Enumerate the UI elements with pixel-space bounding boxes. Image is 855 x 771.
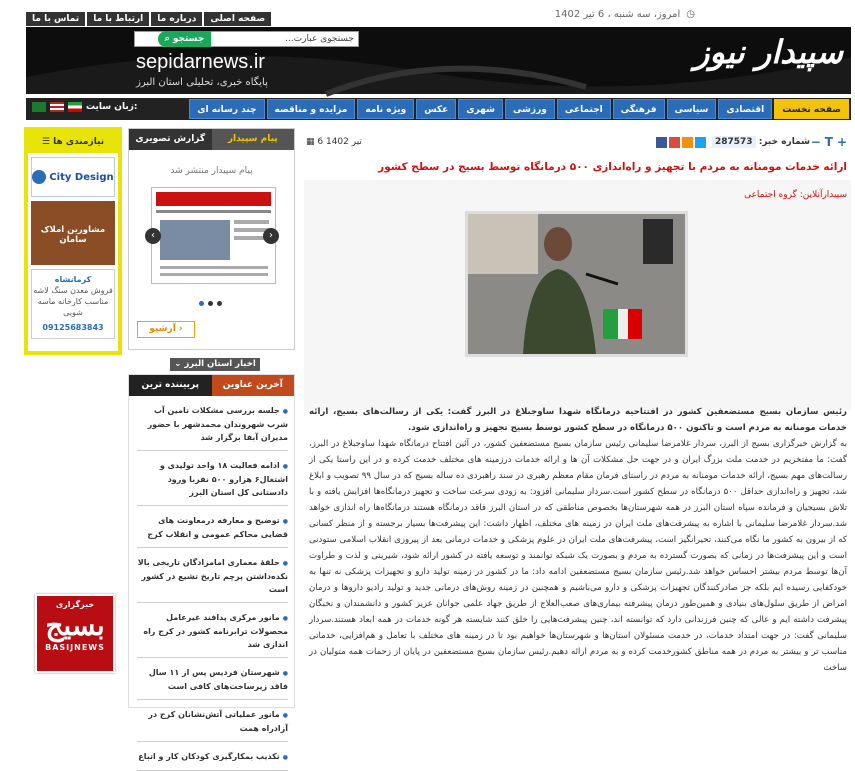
news-number-value: 287573 xyxy=(712,136,756,148)
nav-item-social[interactable]: اجتماعی xyxy=(557,99,611,119)
nav-item-multimedia[interactable]: چند رسانه ای xyxy=(189,99,264,119)
top-links xyxy=(26,12,271,26)
ad3-phone: 09125683843 xyxy=(42,323,104,332)
clock-icon: ◷ xyxy=(686,9,695,20)
nav-item-urban[interactable]: شهری xyxy=(458,99,503,119)
province-news-toggle[interactable] xyxy=(170,358,260,371)
speaker-photo-illustration xyxy=(468,214,685,354)
calendar-icon: ▦ xyxy=(306,137,318,147)
basij-logo-top: خبرگزاری xyxy=(55,600,95,609)
top-link-connect[interactable]: ارتباط با ما xyxy=(87,12,149,26)
newspaper-cover-illustration xyxy=(152,188,275,283)
tab-most-viewed[interactable]: پربیننده ترین xyxy=(129,375,212,396)
list-item[interactable]: ● شهرستان فردیس پس از ۱۱ سال فاقد زیرساخت‌های کافی است xyxy=(137,662,288,700)
article-tools xyxy=(811,135,847,149)
classifieds-box xyxy=(24,127,122,355)
newspaper-widget xyxy=(128,128,295,350)
ad-stone-mine[interactable] xyxy=(31,269,115,339)
site-logo[interactable]: سپیدار نیوز xyxy=(694,33,843,71)
list-item[interactable]: ● مانور مرکزی پدافند غیرعامل محصولات ترابرنامه کشور در کرج راه اندازی شد xyxy=(137,607,288,658)
news-number-label: شماره خبر: xyxy=(758,137,810,147)
basij-logo-main: بسیج xyxy=(45,609,105,642)
classifieds-icon: ☰ xyxy=(41,137,54,147)
share-icons xyxy=(656,137,706,148)
carousel-dots xyxy=(199,301,222,306)
latest-news-tabs xyxy=(129,375,294,396)
newspaper-tabs xyxy=(129,129,294,150)
search-icon: ⌕ xyxy=(164,34,173,44)
nav-item-tenders[interactable]: مزایده و مناقصه xyxy=(267,99,356,119)
facebook-icon[interactable] xyxy=(656,137,667,148)
googleplus-icon[interactable] xyxy=(669,137,680,148)
archive-label: آرشیو xyxy=(149,324,176,334)
date-label xyxy=(549,9,695,20)
carousel-dot[interactable] xyxy=(208,301,213,306)
top-bar xyxy=(0,0,855,27)
carousel-prev-icon[interactable]: ‹ xyxy=(145,228,161,244)
ad3-title: کرمانشاه xyxy=(54,275,92,284)
ad3-text: فروش معدن سنگ لاشه مناسب کارخانه ماسه شویی xyxy=(33,286,113,317)
list-item[interactable]: ● ادامه فعالیت ۱۸ واحد تولیدی و اشتغال۶ هزارو ۵۰۰ نفربا ورود دادستانی کل استان البرز xyxy=(137,455,288,506)
twitter-icon[interactable] xyxy=(695,137,706,148)
search-input[interactable]: جستجوی عبارت... xyxy=(134,31,359,47)
carousel-dot[interactable] xyxy=(199,301,204,306)
list-item[interactable]: ● توضیح و معارفه درمعاونت های قضایی محاکم عمومی و انقلاب کرج xyxy=(137,510,288,548)
nav-item-special[interactable]: ویژه نامه xyxy=(357,99,414,119)
classifieds-title: نیازمندی ها xyxy=(53,137,105,147)
text-size-icon[interactable]: T xyxy=(824,135,833,149)
flag-iran-icon[interactable] xyxy=(68,102,82,112)
tab-photo-report[interactable]: گزارش تصویری xyxy=(129,129,212,150)
chevron-right-icon: › xyxy=(175,324,183,334)
list-item[interactable]: ● تکذیب بمکارگیری کودکان کار و اتباع xyxy=(137,746,288,771)
site-tagline: پایگاه خبری، تحلیلی استان البرز xyxy=(136,77,268,88)
search-button[interactable] xyxy=(158,31,211,47)
province-news-label: اخبار استان البرز xyxy=(184,359,256,369)
article-paragraph-lead: رئیس سازمان بسیج مستضعفین کشور در افتتاحیه درمانگاه شهدا ساوجبلاغ در البرز گفت: یکی از رسالت‌های بسیج، ارائه خدمات مومنانه به مردم است و تاکنون ۵۰۰ درمانگاه در سطح کشور توسط بسیج تجهیز و راه‌اندازی شود. xyxy=(309,407,847,433)
top-link-about[interactable]: درباره ما xyxy=(151,12,202,26)
article-date-text: 6 تیر 1402 xyxy=(317,137,362,147)
archive-button[interactable] xyxy=(137,321,195,338)
article-photo[interactable] xyxy=(465,211,688,357)
article-title: ارائه خدمات مومنانه به مردم با تجهیز و راه‌اندازی ۵۰۰ درمانگاه توسط بسیج در سطح کشور xyxy=(378,161,847,173)
list-item[interactable]: ● مانور عملیاتی آتش‌نشانان کرج در آزادراه همت xyxy=(137,704,288,742)
ad-realestate[interactable]: مشاورین املاک سامان xyxy=(31,201,115,265)
carousel-next-icon[interactable]: › xyxy=(263,228,279,244)
city-design-logo-icon xyxy=(32,170,46,184)
main-nav xyxy=(26,98,851,120)
flag-saudi-icon[interactable] xyxy=(32,102,46,112)
font-decrease-icon[interactable]: − xyxy=(810,135,821,149)
classifieds-header xyxy=(28,131,118,153)
flag-usa-icon[interactable] xyxy=(50,102,64,112)
list-item[interactable]: ● حلقهٔ معماری امامزادگان تاریخی بالا نکده‌داشتن پرچم تاریخ تشیع در کشور است xyxy=(137,552,288,603)
nav-item-economic[interactable]: اقتصادی xyxy=(718,99,772,119)
nav-item-cultural[interactable]: فرهنگی xyxy=(613,99,665,119)
top-link-contact[interactable]: تماس با ما xyxy=(26,12,85,26)
nav-item-sports[interactable]: ورزشی xyxy=(505,99,555,119)
top-link-home[interactable]: صفحه اصلی xyxy=(204,12,271,26)
ad-city-design-text: City Design xyxy=(49,171,114,183)
nav-item-political[interactable]: سیاسی xyxy=(667,99,717,119)
basij-logo-en: BASIJNEWS xyxy=(45,643,105,652)
list-item[interactable]: ● جلسه بررسی مشکلات تامین آب شرب شهروندان محمدشهر با حضور مدیران آبفا برگزار شد xyxy=(137,400,288,451)
basij-news-logo[interactable] xyxy=(35,594,115,673)
news-number xyxy=(712,137,810,147)
language-label: زبان سایت: xyxy=(86,102,138,112)
nav-item-photo[interactable]: عکس xyxy=(416,99,456,119)
article-date xyxy=(306,137,362,147)
tab-payam-sepidar[interactable]: پیام سپیدار xyxy=(212,129,295,150)
site-banner xyxy=(26,27,851,94)
ad-city-design[interactable] xyxy=(31,157,115,197)
newspaper-caption: پیام سپیدار منتشر شد xyxy=(170,166,253,176)
nav-item-home[interactable]: صفحه نخست xyxy=(774,99,849,119)
article-paragraph: به گزارش خبرگزاری بسیج از البرز، سردار غلامرضا سلیمانی رئیس سازمان بسیج مستضعفین کشور، در آئین افتتاح درمانگاه شهدا ساوجبلاغ در البرز، گفت: ما مفتخریم در خدمت ملت بزرگ ایران و در جهت حل مشکلات آن ها و ارائه خدمات درزمینه های مختلف خدمت کرده و در این راستا یکی از رسالت‌های مهم بسیج، ارائه خدمات مومنانه به مردم در راستای فرمان مقام معظم رهبری در سند راهبردی ده ساله بسیج که در سال ۹۹ تصویب و ابلاغ شد، تجهیز و راه‌اندازی حداقل ۵۰۰ درمانگاه در سطح کشور است.سردار سلیمانی افزود: به زودی سرعت ساخت و تجهیز درمانگاه‌ها افزایش یافته و با تلاش بسیجیان و فرمانده سپاه استان البرز در همه شهرستان‌ها بخصوص مناطقی که در استان البرز فاقد درمانگاه هستند درمانگاه‌ها راه اندازی خواهد شد.سردار غلامرضا سلیمانی با اشاره به پیشرفت‌های ملت ایران در زمینه های مختلف، اظهار داشت: این پیشرفت‌ها بسیار برجسته و از منظر کسانی که از بیرون به کشور ما نگاه می‌کنند، تحیرانگیز است، پیشرفت‌های ملت ایران در علوم پزشکی و خدمات درمانی بعد از پیروزی انقلاب اسلامی ستودنی است و این پیشرفت‌ها در زمانی که بصورت گسترده به مردم و بصورت یک شبکه توانمند و توسعه یافته در کشور ارائه شود، شیرینی و لذت و طراوت آن‌ها توسط مردم بیشتر احساس خواهد شد.رئیس سازمان بسیج مستضعفین ادامه داد: ما در کشور در زمینه تولید دارو و تجهیزات پزشکی نه تنها به خودکفایی رسیده ایم بلکه جز صادرکنندگان تجهیزات پزشکی و دارو می‌باشیم و همچنین در زمینه روش‌های درمانی جدید و تولید رادیو داروها و درمان امراض از طریق سلول‌های بنیادی و همین‌طور درمان پیشرفته بیماری‌های صعب‌العلاج از طریق جهاد علمی جوانان عزیز کشور و دانشمندان و نخبگان پیشرفت داشته ایم و عالی که چنین فرزندانی دارد که توانسته اند، چنین پیشرفت‌هایی را خلق کنند شایسته هر گونه خدمات در همه ابعاد هستند.سردار سلیمانی گفت: در جهت امتداد خدمات، در خدمت مسئولان استان‌ها و شهرستان‌ها خواهیم بود تا در زمینه های مختلف با تعامل و هم‌افزایی، خدماتی مناسب تر و بیشتر به مردم در همه مناطق کشورخدمت کرده و به مردم ارائه دهیم.رئیس سازمان بسیج مستضعفین در پایان از زحمات همه متولیان در ساخت xyxy=(309,439,847,673)
newspaper-thumbnail[interactable] xyxy=(151,187,276,284)
article-author: سپیدارآنلاین: گروه اجتماعی xyxy=(744,190,847,200)
font-increase-icon[interactable]: + xyxy=(836,135,847,149)
date-text: امروز، سه شنبه ، 6 تیر 1402 xyxy=(554,9,681,20)
language-switcher xyxy=(32,102,138,112)
rss-icon[interactable] xyxy=(682,137,693,148)
tab-latest[interactable]: آخرین عناوین xyxy=(212,375,295,396)
latest-news-widget xyxy=(128,374,295,761)
article-body xyxy=(309,404,847,676)
carousel-dot[interactable] xyxy=(217,301,222,306)
search-button-label: جستجو xyxy=(172,34,205,44)
nav-items xyxy=(189,99,849,119)
site-domain: sepidarnews.ir xyxy=(136,51,265,73)
chevron-down-icon: ⌄ xyxy=(174,359,185,369)
